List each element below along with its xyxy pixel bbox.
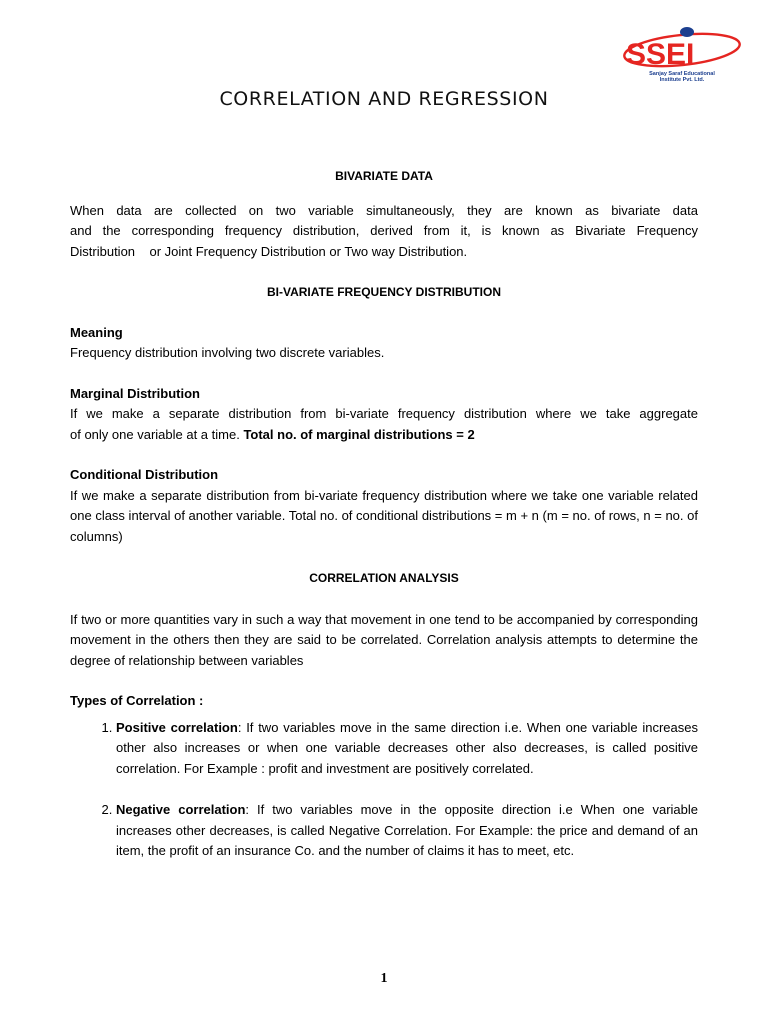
conditional-text: If we make a separate distribution from bi-variate frequency distribution where we take one variable related one class interval of another variable. Total no. of conditional distributions = m + n (m = no. of rows, n = no. of columns) [70,487,698,544]
marginal-heading: Marginal Distribution [70,385,200,401]
types-list [70,718,698,862]
type-term: Negative correlation [116,802,246,817]
bfd-heading: BI-VARIATE FREQUENCY DISTRIBUTION [266,285,501,299]
list-item [116,800,698,862]
type-text: : If two variables move in the opposite direction i.e When one variable increases other decreases, is called Negative Correlation. For Example: the price and demand of an item, the profit of an insurance Co. and the number of claims it has to meet, etc. [116,802,698,858]
marginal-total: Total no. of marginal distributions = 2 [243,426,475,442]
bivariate-line-1: When data are collected on two variable simultaneously, they are known as bivariate data [70,202,698,218]
correlation-para: If two or more quantities vary in such a way that movement in one tend to be accompanied by corresponding movement in the others then they are said to be correlated. Correlation analysis attempts to determine the degree of relationship between variables [70,611,698,668]
bivariate-line-2: and the corresponding frequency distribution, derived from it, is known as Bivariate Frequency [70,223,698,238]
types-heading: Types of Correlation : [70,693,204,708]
type-term: Positive correlation [116,719,238,735]
correlation-heading: CORRELATION ANALYSIS [309,571,459,585]
meaning-heading: Meaning [70,324,123,340]
logo-brand: SSEI [626,38,695,71]
document-body [70,166,698,862]
marginal-line-2 [70,425,698,446]
list-item [116,718,698,780]
page-title: CORRELATION AND REGRESSION [219,88,549,110]
bivariate-heading: BIVARIATE DATA [335,169,433,183]
bivariate-line-3: Distribution or Joint Frequency Distribution or Two way Distribution. [70,243,468,259]
marginal-line-1: If we make a separate distribution from bi-variate frequency distribution where we take aggregate [70,406,698,421]
conditional-heading: Conditional Distribution [70,467,219,482]
type-text: : If two variables move in the same direction i.e. When one variable increases other also increases or when one variable decreases other also decreases, is called positive correlation. For Example : profit and investment are positively correlated. [116,719,698,776]
meaning-text: Frequency distribution involving two discrete variables. [70,345,385,360]
page-number: 1 [380,971,388,986]
logo-subtitle: Sanjay Saraf Educational Institute Pvt. Ltd. [649,71,715,83]
marginal-line-2-text: of only one variable at a time. [70,426,244,442]
